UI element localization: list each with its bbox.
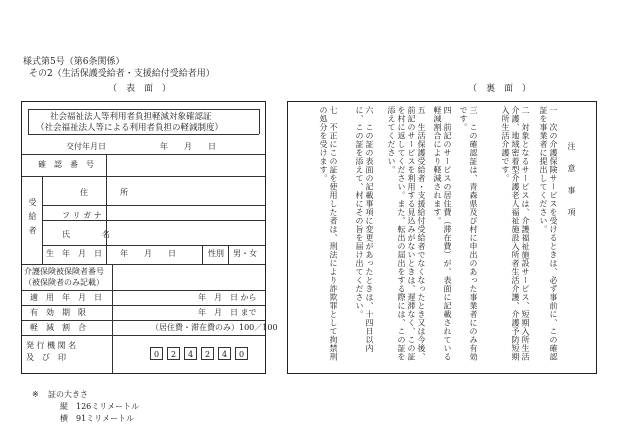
note-item-5: [386, 106, 426, 366]
note-number: 四: [443, 106, 452, 115]
note-number: 二: [521, 106, 530, 115]
card-title-sub: （社会福祉法人等による利用者負担の軽減制度）: [36, 123, 224, 133]
card-size-height: 縦 126ミリメートル: [60, 402, 140, 411]
dob-value: 年 月 日: [120, 249, 176, 258]
insured-number-label: 介護保険被保険者番号: [24, 267, 104, 276]
issuer-code-digit: 2: [201, 347, 214, 360]
start-date-value: 年 月 日 から: [198, 293, 257, 302]
back-card: [287, 101, 597, 374]
note-text: この証の表面の記載事項に変更があったときは、十四日以内に、この証を添えて、村にその旨を届け出てください。: [355, 106, 374, 353]
expiry-label: 有 効 期 限: [30, 308, 86, 317]
issue-date-value: 年 月 日: [160, 142, 216, 151]
note-number: 五: [417, 106, 426, 115]
insured-number-note: （被保険者のみ記載）: [24, 278, 104, 287]
start-date-label: 適 用 年 月 日: [30, 293, 102, 302]
note-item-7: [318, 106, 338, 366]
gender-label: 性別: [208, 249, 224, 258]
back-side-label: （ 裏 面 ）: [468, 84, 532, 94]
dob-label: 生 年 月 日: [46, 249, 102, 258]
issuer-code-digit: 4: [218, 347, 231, 360]
footnote-mark: ※: [32, 390, 39, 399]
issuer-code-digit: 0: [235, 347, 248, 360]
issuer-code-digit: 0: [150, 347, 163, 360]
card-title: 社会福祉法人等利用者負担軽減対象確認証: [50, 112, 212, 122]
front-card: [21, 101, 278, 374]
note-text: 対象となるサービスは、介護福祉施設サービス、短期入所生活介護、地域密着型介護老人福祉施設入所者生活介護、介護予防短期入所生活介護です。: [501, 106, 530, 361]
issuer-label: 発 行 機 関 名: [26, 341, 77, 350]
address-label: 住 所: [80, 188, 128, 197]
issuer-seal-label: 及 び 印: [26, 353, 66, 362]
recipient-label: 受給者: [28, 198, 37, 240]
note-number: 一: [549, 106, 558, 115]
note-item-1: [538, 106, 558, 366]
furigana-label: フ リ ガ ナ: [62, 211, 102, 220]
form-subtitle: その2（生活保護受給者・支援給付受給者用）: [29, 69, 215, 79]
note-text: 前記のサービスの居住費（滞在費）が、表面に記載されている軽減割合により軽減されます。: [433, 106, 452, 361]
reduction-rate-label: 軽 減 割 合: [30, 323, 86, 332]
issuer-code: [150, 347, 248, 360]
note-item-4: [432, 106, 452, 366]
note-text: 次の介護保険サービスを受けるときは、必ず事前に、この確認証を事業者に提出してください。: [539, 106, 558, 361]
note-number: 七: [329, 106, 338, 115]
front-side-label: （ 表 面 ）: [108, 84, 172, 94]
expiry-value: 年 月 日 まで: [198, 308, 257, 317]
note-item-2: [500, 106, 530, 366]
name-label: 氏 名: [62, 230, 110, 239]
card-size-title: 証の大きさ: [48, 390, 88, 399]
issuer-code-digit: 4: [184, 347, 197, 360]
note-text: 不正にこの証を使用した者は、刑法により詐欺罪として拘禁刑の処分を受けます。: [319, 106, 338, 361]
card-size-width: 横 91ミリメートル: [60, 414, 135, 423]
confirmation-number-label: 確 認 番 号: [38, 160, 94, 169]
note-item-3: [458, 106, 478, 366]
note-number: 六: [365, 106, 374, 115]
gender-value: 男・女: [233, 249, 257, 258]
note-item-6: [354, 106, 374, 366]
reduction-rate-value: （居住費・滞在費のみ）100／100: [151, 323, 278, 332]
issue-date-label: 交付年月日: [66, 142, 106, 151]
issuer-code-digit: 2: [167, 347, 180, 360]
notes-heading: 注 意 事 項: [567, 142, 576, 219]
form-number: 様式第5号（第6条関係）: [23, 57, 125, 67]
note-text: 生活保護受給者・支援給付受給者でなくなったとき又は今後、前記のサービスを利用する見込みがないときは、遅滞なく、この証を村に返してください。また、転出の届出をする際には、この証を添えてください。: [387, 106, 426, 361]
note-text: この確認証は、青森県及び村に申出のあった事業者にのみ有効です。: [459, 106, 478, 361]
note-number: 三: [469, 106, 478, 115]
